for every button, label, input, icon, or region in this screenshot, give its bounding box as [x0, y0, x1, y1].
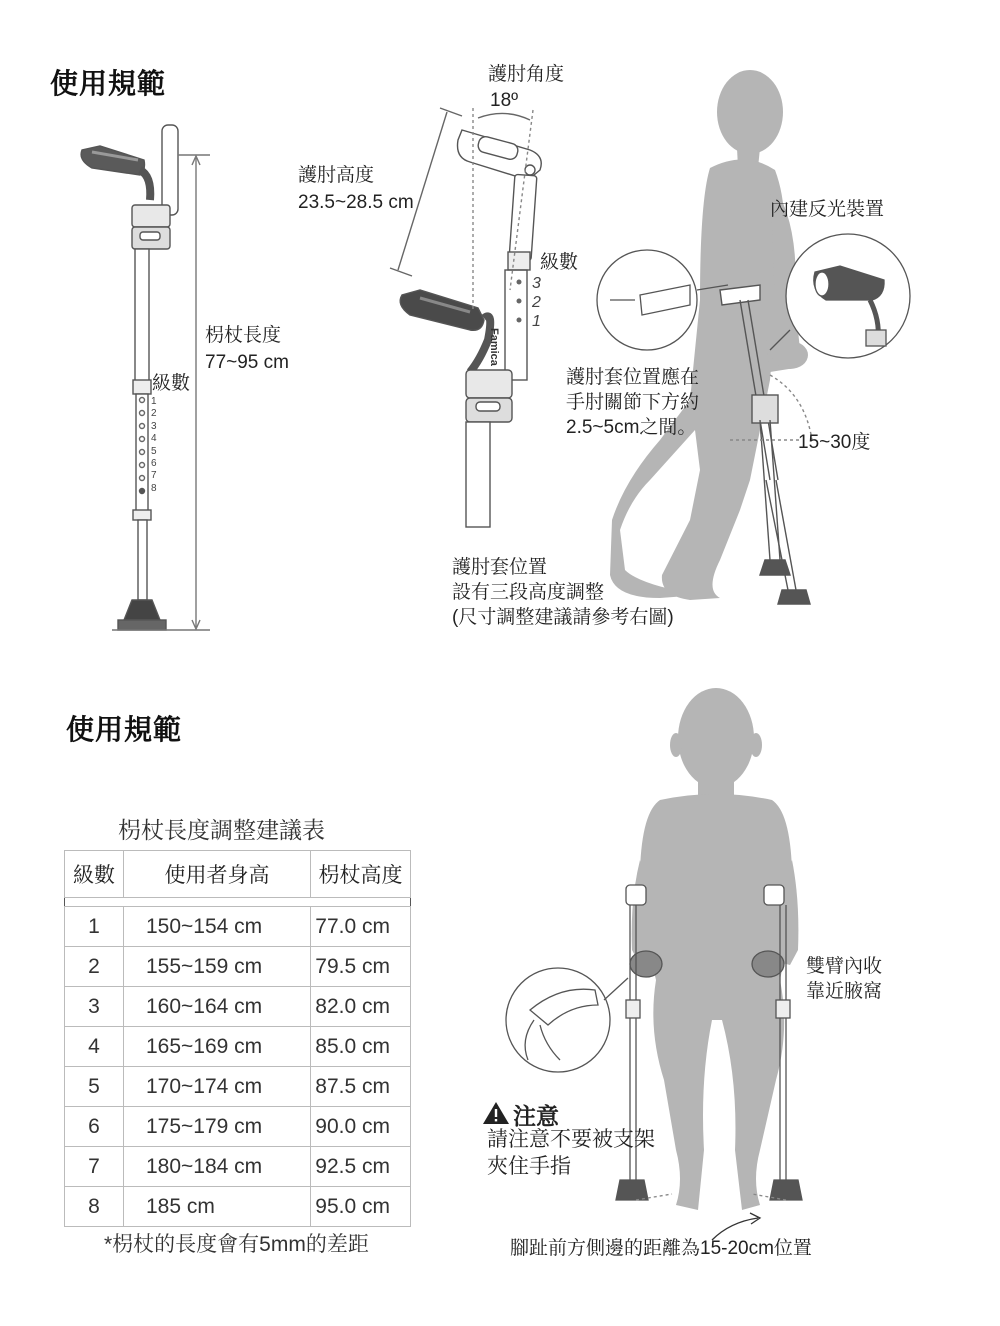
crutch-length-label: 枴杖長度	[205, 325, 282, 346]
cuff-height-range: 23.5~28.5 cm	[298, 192, 414, 213]
cuff-position-hint: (尺寸調整建議請參考右圖)	[452, 607, 674, 628]
table-row: 3 160~164 cm 82.0 cm	[65, 987, 411, 1027]
caution-text: 請注意不要被支架 夾住手指	[487, 1128, 655, 1178]
section1-title: 使用規範	[50, 68, 167, 99]
brand-text: Famica	[488, 328, 500, 366]
caution-title: 注意	[513, 1103, 559, 1129]
table-row: 7 180~184 cm 92.5 cm	[65, 1147, 411, 1187]
caution-icon	[483, 1102, 509, 1124]
section2-title: 使用規範	[66, 714, 183, 745]
cuff-position-title: 護肘套位置	[452, 557, 548, 578]
cuff-position-note: 護肘套位置應在 手肘關節下方約 2.5~5cm之間。	[566, 367, 700, 438]
level-numbers: 1 2 3 4 5 6 7 8	[151, 396, 157, 494]
table-row: 2 155~159 cm 79.5 cm	[65, 947, 411, 987]
crutch-length-range: 77~95 cm	[205, 352, 289, 373]
standing-figure	[632, 688, 799, 1210]
table-row: 8 185 cm 95.0 cm	[65, 1187, 411, 1227]
table-row: 5 170~174 cm 87.5 cm	[65, 1067, 411, 1107]
cuff-angle-value: 18º	[490, 90, 519, 111]
levels-label: 級數	[152, 373, 191, 394]
cuff-level-numbers: 3 2 1	[532, 275, 541, 330]
feet-note: 腳趾前方側邊的距離為15-20cm位置	[510, 1238, 812, 1259]
angle-label: 15~30度	[798, 432, 871, 453]
table-footnote: *枴杖的長度會有5mm的差距	[104, 1233, 369, 1256]
zoom-hand-circle	[506, 968, 628, 1072]
table-row: 4 165~169 cm 85.0 cm	[65, 1027, 411, 1067]
table-row: 6 175~179 cm 90.0 cm	[65, 1107, 411, 1147]
arms-note: 雙臂內收 靠近腋窩	[806, 956, 883, 1002]
cuff-position-desc: 設有三段高度調整	[452, 582, 605, 603]
cuff-height-label: 護肘高度	[298, 165, 375, 186]
table-row: 1 150~154 cm 77.0 cm	[65, 907, 411, 947]
table-header-level: 級數	[65, 851, 124, 898]
cuff-angle-label: 護肘角度	[488, 64, 565, 85]
reflector-label: 內建反光裝置	[770, 199, 885, 220]
table-header-height: 使用者身高	[124, 851, 311, 898]
table-header-crutch: 枴杖高度	[311, 851, 411, 898]
cuff-levels-label: 級數	[540, 252, 579, 273]
table-title: 枴杖長度調整建議表	[118, 817, 325, 843]
